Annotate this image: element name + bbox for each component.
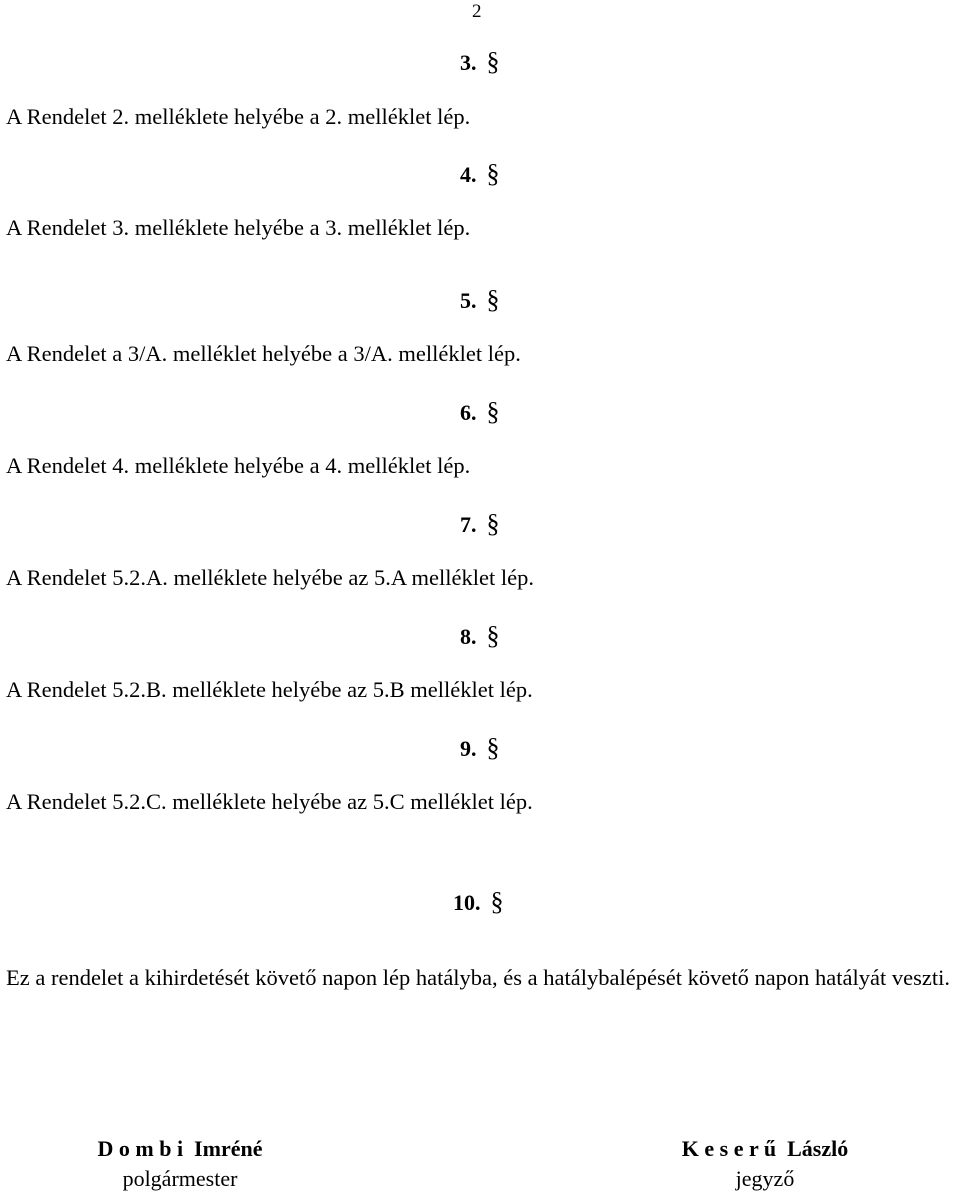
section-heading-5 bbox=[460, 286, 500, 315]
section-sign-icon: § bbox=[486, 509, 500, 538]
section-sign-icon: § bbox=[486, 47, 500, 76]
section-number: 6. bbox=[460, 400, 477, 425]
section-heading-10 bbox=[453, 888, 504, 917]
section-sign-icon: § bbox=[486, 285, 500, 314]
signature-name: K e s e r ű László bbox=[681, 1136, 849, 1161]
section-number: 3. bbox=[460, 50, 477, 75]
signature-title: polgármester bbox=[122, 1166, 238, 1191]
page-number: 2 bbox=[472, 1, 482, 22]
section-number: 8. bbox=[460, 624, 477, 649]
signature-title: jegyző bbox=[735, 1166, 795, 1191]
section-number: 5. bbox=[460, 288, 477, 313]
section-body-9: A Rendelet 5.2.C. melléklete helyébe az 5.C melléklet lép. bbox=[6, 789, 533, 814]
signature-mayor bbox=[40, 1134, 320, 1194]
section-heading-4 bbox=[460, 160, 500, 189]
section-body-6: A Rendelet 4. melléklete helyébe a 4. melléklet lép. bbox=[6, 453, 471, 478]
section-heading-6 bbox=[460, 398, 500, 427]
section-heading-8 bbox=[460, 622, 500, 651]
section-sign-icon: § bbox=[486, 397, 500, 426]
section-number: 4. bbox=[460, 162, 477, 187]
section-heading-7 bbox=[460, 510, 500, 539]
section-heading-3 bbox=[460, 48, 500, 77]
section-number: 9. bbox=[460, 736, 477, 761]
section-sign-icon: § bbox=[486, 621, 500, 650]
section-body-7: A Rendelet 5.2.A. melléklete helyébe az 5.A melléklet lép. bbox=[6, 565, 534, 590]
section-number: 7. bbox=[460, 512, 477, 537]
section-number: 10. bbox=[453, 890, 481, 915]
section-sign-icon: § bbox=[490, 887, 504, 916]
section-sign-icon: § bbox=[486, 733, 500, 762]
section-sign-icon: § bbox=[486, 159, 500, 188]
section-body-4: A Rendelet 3. melléklete helyébe a 3. melléklet lép. bbox=[6, 215, 471, 240]
section-body-8: A Rendelet 5.2.B. melléklete helyébe az 5.B melléklet lép. bbox=[6, 677, 533, 702]
signature-notary bbox=[625, 1134, 905, 1194]
closing-paragraph: Ez a rendelet a kihirdetését követő napon lép hatályba, és a hatálybalépését követő napon hatályát veszti. bbox=[6, 965, 951, 990]
section-body-5: A Rendelet a 3/A. melléklet helyébe a 3/A. melléklet lép. bbox=[6, 341, 521, 366]
signature-name: D o m b i Imréné bbox=[97, 1136, 263, 1161]
section-body-3: A Rendelet 2. melléklete helyébe a 2. melléklet lép. bbox=[6, 104, 471, 129]
section-heading-9 bbox=[460, 734, 500, 763]
